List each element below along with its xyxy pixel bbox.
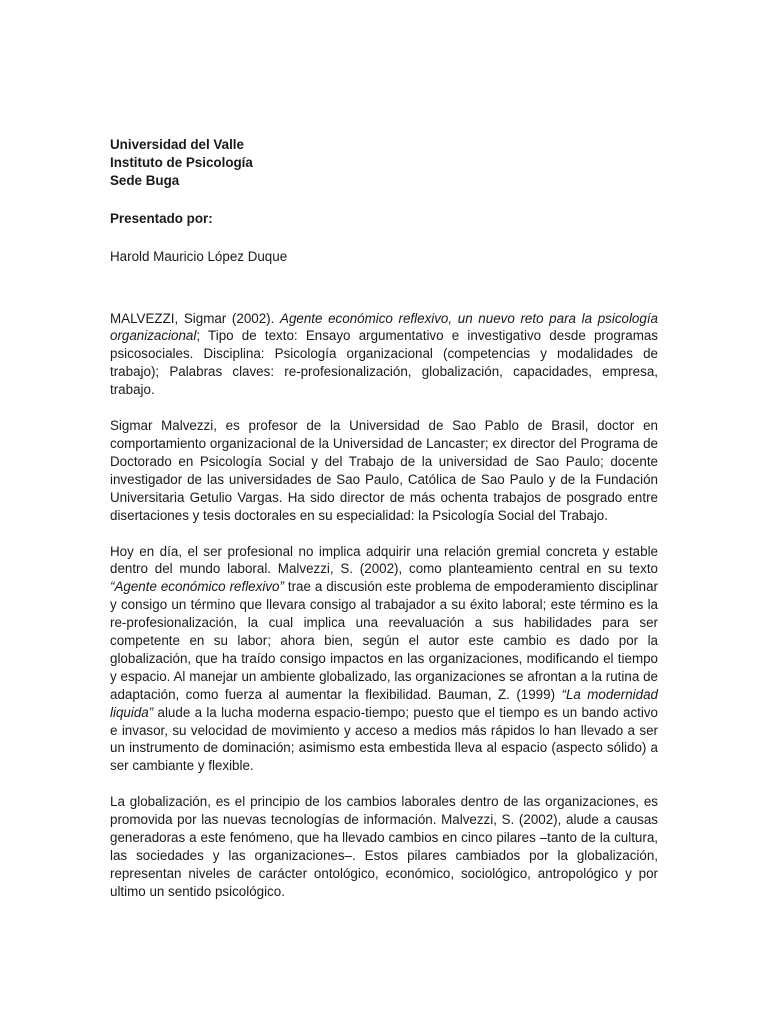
paragraph-text: Hoy en día, el ser profesional no implica adquirir una relación gremial concreta y estable dentro del mundo laboral. Malvezzi, S. (2002), como planteamiento central en su texto <box>110 543 658 577</box>
citation-paragraph <box>110 310 658 400</box>
citation-title: Agente económico reflexivo, un nuevo reto para la psicología organizacional <box>110 310 658 344</box>
campus-name: Sede Buga <box>110 172 180 188</box>
body-paragraph-globalization: La globalización, es el principio de los cambios laborales dentro de las organizaciones, es promovida por las nuevas tecnologías de información. Malvezzi, S. (2002), alude a causas generadoras a este fenómeno, que ha llevado cambios en cinco pilares –tanto de la cultura, las sociedades y las organizaciones–. Estos pilares cambiados por la globalización, representan niveles de carácter ontológico, económico, sociológico, antropológico y por ultimo un sentido psicológico. <box>110 794 658 899</box>
citation-details: ; Tipo de texto: Ensayo argumentativo e investigativo desde programas psicosociales. Disciplina: Psicología organizacional (competencias y modalidades de trabajo); Palabras claves: re-profesionalización, globalización, capacidades, empresa, trabajo. <box>110 328 658 398</box>
quoted-title: “Agente económico reflexivo” <box>110 579 284 595</box>
institution-header <box>110 136 658 190</box>
author-name: Harold Mauricio López Duque <box>110 248 288 264</box>
quoted-title: “La modernidad liquida” <box>110 686 658 720</box>
paragraph-text: trae a discusión este problema de empoderamiento disciplinar y consigo un término que llevara consigo al trabajador a su éxito laboral; este término es la re-profesionalización, la cual implica una reevaluación a sus habilidades para ser competente en su labor; ahora bien, según el autor este cambio es dado por la globalización, que ha traído consigo impactos en las organizaciones, modificando el tiempo y espacio. Al manejar un ambiente globalizado, las organizaciones se afrontan a la rutina de adaptación, como fuerza al aumentar la flexibilidad. Bauman, Z. (1999) <box>110 579 658 702</box>
document-body <box>110 136 658 901</box>
body-paragraph-reprofessionalization <box>110 543 658 776</box>
citation-author: MALVEZZI, Sigmar (2002). <box>110 310 281 326</box>
institute-name: Instituto de Psicología <box>110 154 253 170</box>
author-bio-paragraph: Sigmar Malvezzi, es profesor de la Universidad de Sao Pablo de Brasil, doctor en comportamiento organizacional de la Universidad de Lancaster; ex director del Programa de Doctorado en Psicología Social y del Trabajo de la universidad de Sao Paulo; docente investigador de las universidades de Sao Paulo, Católica de Sao Paulo y de la Fundación Universitaria Getulio Vargas. Ha sido director de más ochenta trabajos de posgrado entre disertaciones y tesis doctorales en su especialidad: la Psicología Social del Trabajo. <box>110 418 658 523</box>
university-name: Universidad del Valle <box>110 137 244 152</box>
presented-by-label: Presentado por: <box>110 210 213 226</box>
paragraph-text: alude a la lucha moderna espacio-tiempo; puesto que el tiempo es un bando activo e invasor, su velocidad de movimiento y acceso a medios más rápidos lo han llevado a ser un instrumento de dominación; asimismo esta embestida lleva al espacio (aspecto sólido) a ser cambiante y flexible. <box>110 704 658 774</box>
